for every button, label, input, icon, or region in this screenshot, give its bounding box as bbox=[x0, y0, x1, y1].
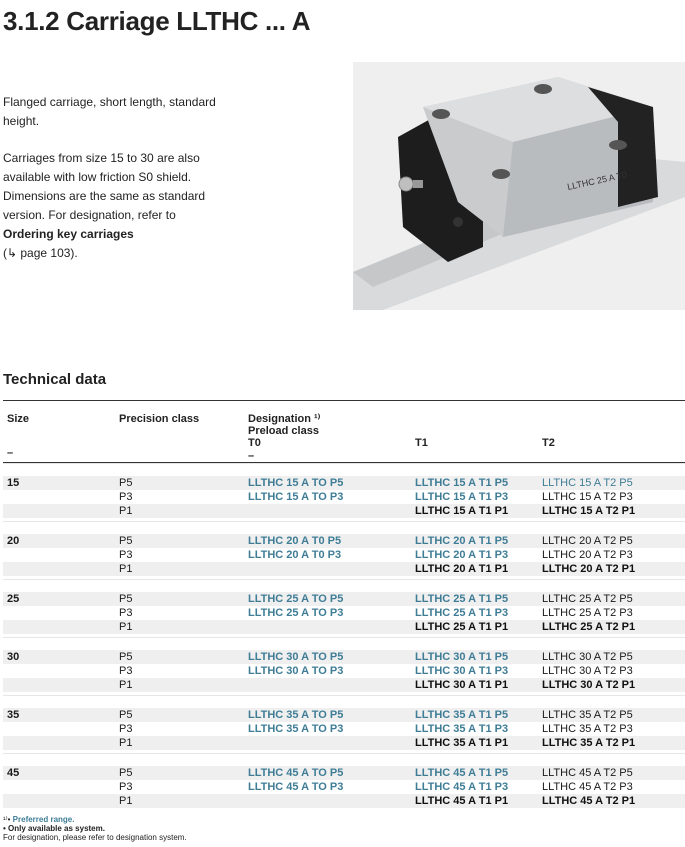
table-row bbox=[3, 606, 685, 620]
t1-designation-cell: LLTHC 20 A T1 P1 bbox=[415, 563, 509, 575]
header-designation: Designation ¹⁾ bbox=[248, 413, 321, 425]
table-row bbox=[3, 504, 685, 518]
table-row bbox=[3, 708, 685, 722]
t2-designation-cell: LLTHC 45 A T2 P5 bbox=[542, 767, 633, 779]
precision-cell: P5 bbox=[119, 651, 133, 663]
t0-designation-cell: LLTHC 35 A TO P3 bbox=[248, 723, 344, 735]
precision-cell: P3 bbox=[119, 491, 133, 503]
t2-designation-cell: LLTHC 30 A T2 P1 bbox=[542, 679, 636, 691]
section-title: Technical data bbox=[3, 371, 107, 388]
t0-designation-cell: LLTHC 30 A TO P3 bbox=[248, 665, 344, 677]
table-row bbox=[3, 650, 685, 664]
t1-designation-cell: LLTHC 35 A T1 P3 bbox=[415, 723, 509, 735]
table-row bbox=[3, 534, 685, 548]
t2-designation-cell: LLTHC 30 A T2 P3 bbox=[542, 665, 633, 677]
t0-designation-cell: LLTHC 45 A TO P3 bbox=[248, 781, 344, 793]
footnote-marker: ¹⁾• bbox=[3, 815, 11, 824]
t2-designation-cell: LLTHC 25 A T2 P5 bbox=[542, 593, 633, 605]
t1-designation-cell: LLTHC 15 A T1 P1 bbox=[415, 505, 509, 517]
t1-designation-cell: LLTHC 35 A T1 P1 bbox=[415, 737, 509, 749]
size-group bbox=[3, 521, 685, 579]
t1-designation-cell: LLTHC 45 A T1 P5 bbox=[415, 767, 509, 779]
table-row bbox=[3, 592, 685, 606]
footnotes bbox=[3, 815, 187, 842]
t2-designation-cell: LLTHC 20 A T2 P3 bbox=[542, 549, 633, 561]
table-row bbox=[3, 490, 685, 504]
t2-designation-cell: LLTHC 35 A T2 P5 bbox=[542, 709, 633, 721]
header-precision: Precision class bbox=[119, 413, 200, 425]
t0-designation-cell: LLTHC 25 A TO P3 bbox=[248, 607, 344, 619]
precision-cell: P1 bbox=[119, 795, 133, 807]
precision-cell: P5 bbox=[119, 767, 133, 779]
size-cell: 25 bbox=[7, 593, 20, 605]
size-cell: 35 bbox=[7, 709, 20, 721]
table-body bbox=[3, 463, 685, 811]
precision-cell: P5 bbox=[119, 477, 133, 489]
table-row bbox=[3, 678, 685, 692]
t1-designation-cell: LLTHC 15 A T1 P5 bbox=[415, 477, 509, 489]
precision-cell: P1 bbox=[119, 621, 133, 633]
t1-designation-cell: LLTHC 30 A T1 P3 bbox=[415, 665, 509, 677]
t2-designation-cell: LLTHC 20 A T2 P1 bbox=[542, 563, 636, 575]
t0-designation-cell: LLTHC 15 A TO P3 bbox=[248, 491, 344, 503]
precision-cell: P1 bbox=[119, 737, 133, 749]
t1-designation-cell: LLTHC 25 A T1 P1 bbox=[415, 621, 509, 633]
t1-designation-cell: LLTHC 20 A T1 P5 bbox=[415, 535, 509, 547]
t0-designation-cell: LLTHC 30 A TO P5 bbox=[248, 651, 344, 663]
t0-designation-cell: LLTHC 20 A T0 P3 bbox=[248, 549, 342, 561]
size-group bbox=[3, 637, 685, 695]
size-group bbox=[3, 753, 685, 811]
intro-text bbox=[3, 93, 221, 281]
t1-designation-cell: LLTHC 45 A T1 P3 bbox=[415, 781, 509, 793]
technical-data-table bbox=[3, 400, 685, 811]
header-t0: T0 bbox=[248, 437, 261, 449]
t1-designation-cell: LLTHC 15 A T1 P3 bbox=[415, 491, 509, 503]
precision-cell: P1 bbox=[119, 563, 133, 575]
table-row bbox=[3, 562, 685, 576]
t1-designation-cell: LLTHC 45 A T1 P1 bbox=[415, 795, 509, 807]
table-row bbox=[3, 722, 685, 736]
precision-cell: P3 bbox=[119, 723, 133, 735]
t1-designation-cell: LLTHC 25 A T1 P3 bbox=[415, 607, 509, 619]
footnote-3: For designation, please refer to designation system. bbox=[3, 833, 187, 842]
page-title: 3.1.2 Carriage LLTHC ... A bbox=[3, 6, 311, 36]
table-row bbox=[3, 736, 685, 750]
table-row bbox=[3, 766, 685, 780]
carriage-photo bbox=[353, 62, 685, 310]
table-row bbox=[3, 780, 685, 794]
size-group bbox=[3, 579, 685, 637]
t2-designation-cell: LLTHC 45 A T2 P3 bbox=[542, 781, 633, 793]
t1-designation-cell: LLTHC 20 A T1 P3 bbox=[415, 549, 509, 561]
ordering-key-link[interactable]: Ordering key carriages bbox=[3, 227, 134, 241]
intro-paragraph-2 bbox=[3, 149, 221, 263]
header-t1: T1 bbox=[415, 437, 428, 449]
t0-designation-cell: LLTHC 25 A TO P5 bbox=[248, 593, 344, 605]
precision-cell: P3 bbox=[119, 665, 133, 677]
header-size: Size bbox=[7, 413, 30, 425]
precision-cell: P3 bbox=[119, 607, 133, 619]
t0-designation-cell: LLTHC 45 A TO P5 bbox=[248, 767, 344, 779]
t2-designation-cell: LLTHC 15 A T2 P3 bbox=[542, 491, 633, 503]
precision-cell: P1 bbox=[119, 505, 133, 517]
t2-designation-cell: LLTHC 35 A T2 P1 bbox=[542, 737, 636, 749]
t2-designation-cell: LLTHC 15 A T2 P5 bbox=[542, 477, 633, 489]
table-row bbox=[3, 794, 685, 808]
table-row bbox=[3, 476, 685, 490]
footnote-1 bbox=[3, 815, 187, 824]
precision-cell: P3 bbox=[119, 781, 133, 793]
t2-designation-cell: LLTHC 25 A T2 P3 bbox=[542, 607, 633, 619]
t2-designation-cell: LLTHC 30 A T2 P5 bbox=[542, 651, 633, 663]
header-size-unit: – bbox=[7, 447, 14, 459]
t0-designation-cell: LLTHC 20 A T0 P5 bbox=[248, 535, 342, 547]
size-cell: 15 bbox=[7, 477, 20, 489]
table-row bbox=[3, 664, 685, 678]
t2-designation-cell: LLTHC 20 A T2 P5 bbox=[542, 535, 633, 547]
t1-designation-cell: LLTHC 25 A T1 P5 bbox=[415, 593, 509, 605]
intro-paragraph-2-text: Carriages from size 15 to 30 are also available with low friction S0 shield. Dimensions are the same as standard version. For designation, refer to bbox=[3, 151, 206, 222]
t0-designation-cell: LLTHC 15 A TO P5 bbox=[248, 477, 344, 489]
size-group bbox=[3, 463, 685, 521]
size-group bbox=[3, 695, 685, 753]
t1-designation-cell: LLTHC 30 A T1 P1 bbox=[415, 679, 509, 691]
footnote-2: • Only available as system. bbox=[3, 824, 105, 833]
carriage-marking: LLTHC 25 A T0 bbox=[566, 169, 628, 192]
t0-designation-cell: LLTHC 35 A TO P5 bbox=[248, 709, 344, 721]
table-row bbox=[3, 548, 685, 562]
t2-designation-cell: LLTHC 45 A T2 P1 bbox=[542, 795, 636, 807]
t2-designation-cell: LLTHC 25 A T2 P1 bbox=[542, 621, 636, 633]
size-cell: 30 bbox=[7, 651, 20, 663]
size-cell: 45 bbox=[7, 767, 20, 779]
intro-paragraph-1: Flanged carriage, short length, standard height. bbox=[3, 95, 216, 128]
t2-designation-cell: LLTHC 15 A T2 P1 bbox=[542, 505, 636, 517]
header-preload: Preload class bbox=[248, 425, 319, 437]
precision-cell: P1 bbox=[119, 679, 133, 691]
preferred-range-note: Preferred range. bbox=[12, 815, 75, 824]
page-reference: (↳ page 103). bbox=[3, 246, 78, 260]
precision-cell: P3 bbox=[119, 549, 133, 561]
header-t2: T2 bbox=[542, 437, 555, 449]
precision-cell: P5 bbox=[119, 535, 133, 547]
t1-designation-cell: LLTHC 30 A T1 P5 bbox=[415, 651, 509, 663]
precision-cell: P5 bbox=[119, 593, 133, 605]
table-row bbox=[3, 620, 685, 634]
table-header bbox=[3, 400, 685, 463]
t2-designation-cell: LLTHC 35 A T2 P3 bbox=[542, 723, 633, 735]
precision-cell: P5 bbox=[119, 709, 133, 721]
t1-designation-cell: LLTHC 35 A T1 P5 bbox=[415, 709, 509, 721]
header-t0-unit: – bbox=[248, 450, 255, 462]
size-cell: 20 bbox=[7, 535, 20, 547]
